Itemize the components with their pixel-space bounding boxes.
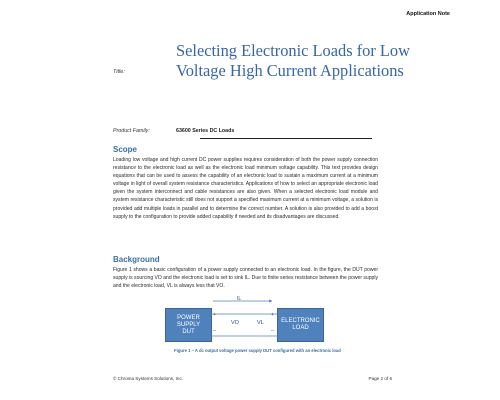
product-family-value: 63600 Series DC Loads bbox=[176, 128, 235, 134]
vo-label: VO bbox=[231, 320, 239, 326]
footer-page-number: Page 2 of 6 bbox=[368, 376, 392, 381]
document-title: Selecting Electronic Loads for Low Voltage High Current Applications bbox=[176, 41, 410, 80]
vl-minus-sign: _ bbox=[271, 326, 275, 332]
vl-label: VL bbox=[257, 320, 264, 326]
scope-heading: Scope bbox=[113, 145, 138, 154]
document-type-label: Application Note bbox=[406, 11, 450, 17]
current-il-label: IL bbox=[237, 296, 242, 302]
figure-1-wiring bbox=[165, 296, 345, 346]
footer-copyright: © Chroma Systems Solutions, Inc. bbox=[113, 376, 184, 381]
figure-1-diagram bbox=[165, 296, 345, 346]
figure-1-caption: Figure 1 – A dc output voltage power supply DUT configured with an electronic load bbox=[174, 348, 341, 353]
power-supply-dut-box: POWER SUPPLY DUT bbox=[165, 308, 212, 342]
product-family-label: Product Family: bbox=[113, 128, 150, 134]
electronic-load-box: ELECTRONIC LOAD bbox=[277, 308, 324, 342]
title-label: Title: bbox=[113, 69, 125, 75]
background-paragraph: Figure 1 shows a basic configuration of a power supply connected to an electronic load. In the figure, the DUT power supply is sourcing VO and the electronic load is set to sink IL. Due to finite series resistance between the power supply and the electronic load, VL is always less that VO. bbox=[113, 267, 378, 290]
vo-minus-sign: _ bbox=[213, 326, 217, 332]
vo-plus-sign: + bbox=[213, 312, 217, 318]
header-divider bbox=[200, 138, 372, 139]
background-heading: Background bbox=[113, 255, 160, 264]
vl-plus-sign: + bbox=[271, 312, 275, 318]
scope-paragraph: Loading low voltage and high current DC power supplies requires consideration of both the power supply connection resistance to the electronic load as well as the electronic load minimum voltage capability. This text provides design equations that can be used to assess the capability of an electronic load to sustain a maximum current at a minimum voltage in light of overall system resistance characteristics. Applications of how to select an appropriate electronic load given the system interconnect and cable resistances are also given. When a selected electronic load module and system resistance characteristic still does not support a specified maximum current at a minimum voltage, a solution is provided add multiple loads in parallel and to determine the correct number. A solution is also provided to add a boost supply to the configuration to provide added capability if needed and its disadvantages are discussed. bbox=[113, 157, 378, 220]
